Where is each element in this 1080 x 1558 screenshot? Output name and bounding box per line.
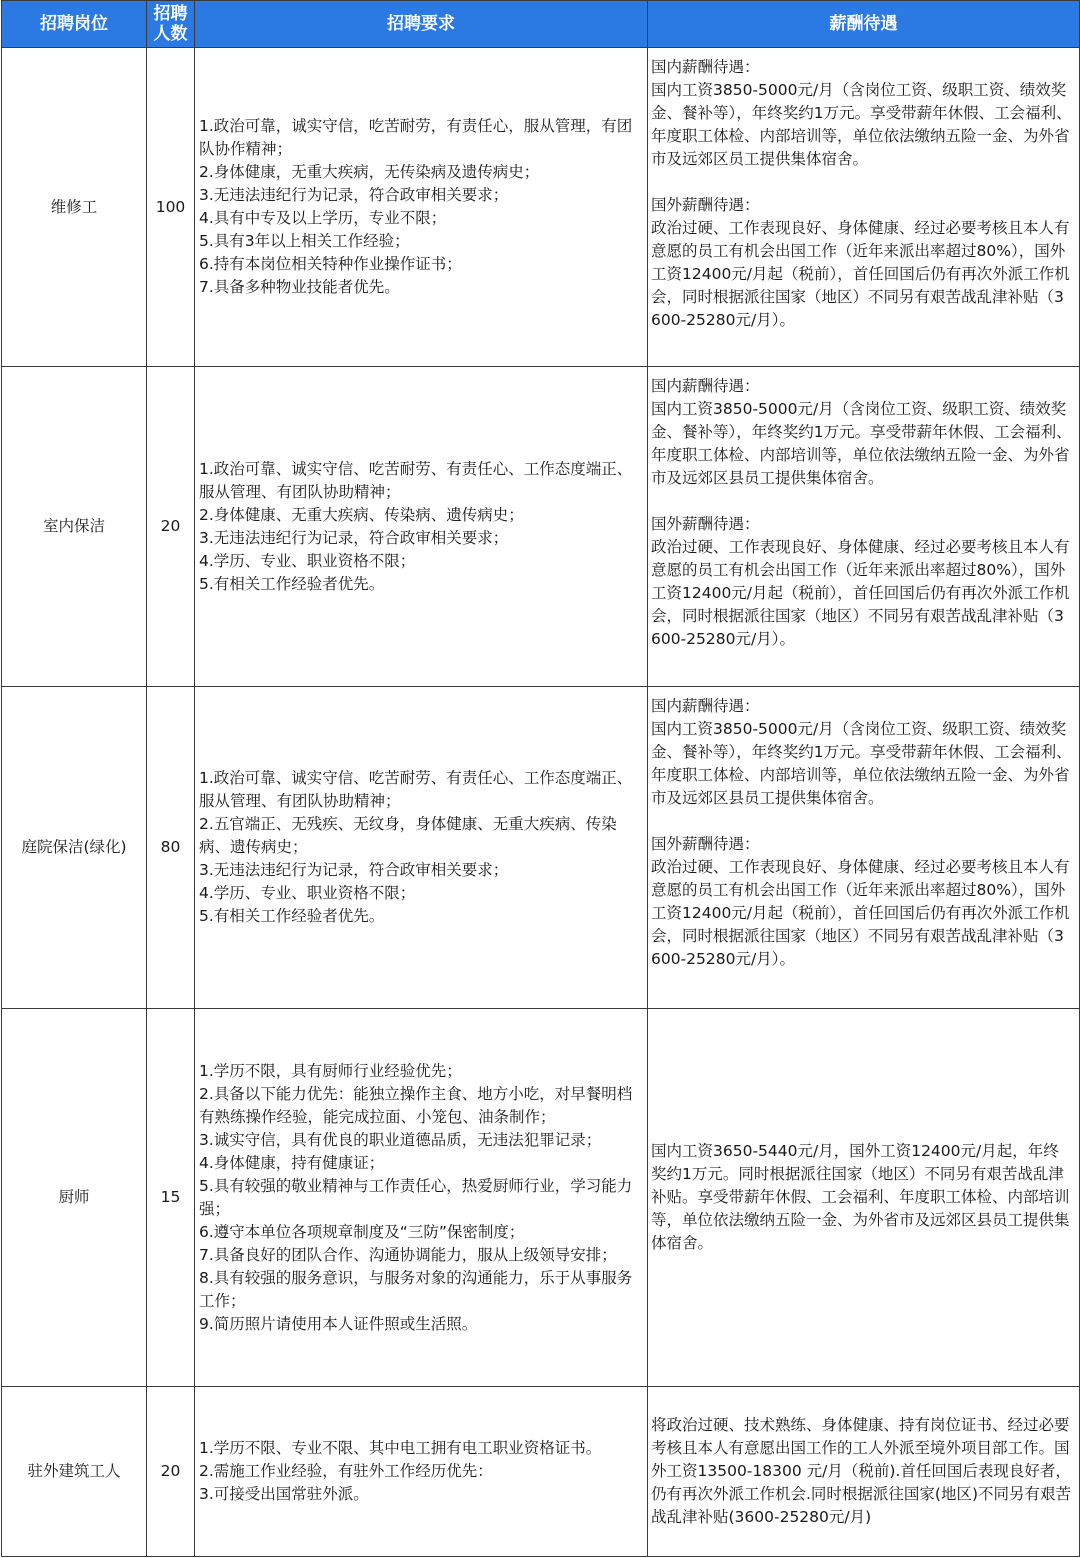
table-row bbox=[2, 1387, 1080, 1557]
domestic-salary-text: 国内工资3850-5000元/月（含岗位工资、级职工资、绩效奖金、餐补等），年终奖约1万元。享受带薪年休假、工会福利、年度职工体检、内部培训等，单位依法缴纳五险一金、为外省市及远郊区县员工提供集体宿舍。 bbox=[651, 400, 1072, 487]
salary-cell bbox=[648, 1009, 1080, 1387]
salary-spacer bbox=[651, 171, 1073, 194]
table-row bbox=[2, 1009, 1080, 1387]
salary-cell bbox=[648, 367, 1080, 687]
requirement-item: 3.可接受出国常驻外派。 bbox=[199, 1485, 369, 1503]
requirement-item: 9.简历照片请使用本人证件照或生活照。 bbox=[199, 1314, 478, 1333]
count-cell: 20 bbox=[147, 1387, 195, 1557]
header-count bbox=[147, 1, 195, 48]
requirements-cell bbox=[195, 1009, 648, 1387]
count-cell: 15 bbox=[147, 1009, 195, 1387]
salary-text: 将政治过硬、技术熟练、身体健康、持有岗位证书、经过必要考核且本人有意愿出国工作的工人外派至境外项目部工作。国外工资13500-18300 元/月（税前).首任回国后表现良好者，仍有再次外派工作机会.同时根据派往国家(地区)不同另有艰苦战乱津补贴(3600-25280元/月) bbox=[651, 1416, 1072, 1526]
count-cell: 100 bbox=[147, 48, 195, 367]
requirement-item: 4.身体健康，持有健康证； bbox=[199, 1153, 385, 1172]
header-position: 招聘岗位 bbox=[2, 1, 147, 48]
requirements-cell bbox=[195, 687, 648, 1009]
position-cell: 驻外建筑工人 bbox=[2, 1387, 147, 1557]
requirements-cell bbox=[195, 1387, 648, 1557]
requirement-item: 3.无违法违纪行为记录，符合政审相关要求； bbox=[199, 861, 509, 879]
requirement-item: 5.具有较强的敬业精神与工作责任心，热爱厨师行业，学习能力强； bbox=[199, 1176, 633, 1218]
overseas-salary-title: 国外薪酬待遇： bbox=[651, 515, 760, 533]
requirement-item: 2.需施工作业经验，有驻外工作经历优先： bbox=[199, 1462, 493, 1480]
position-cell: 厨师 bbox=[2, 1009, 147, 1387]
requirement-item: 7.具备多种物业技能者优先。 bbox=[199, 278, 400, 296]
requirement-item: 6.持有本岗位相关特种作业操作证书； bbox=[199, 255, 462, 273]
requirement-item: 4.具有中专及以上学历，专业不限； bbox=[199, 209, 447, 227]
header-count-line2: 人数 bbox=[153, 24, 188, 44]
requirement-item: 1.政治可靠、诚实守信、吃苦耐劳、有责任心、工作态度端正、服从管理、有团队协助精神； bbox=[199, 459, 633, 501]
requirement-item: 2.身体健康、无重大疾病、传染病、遗传病史； bbox=[199, 505, 524, 524]
position-cell: 室内保洁 bbox=[2, 367, 147, 687]
overseas-salary-text: 政治过硬、工作表现良好、身体健康、经过必要考核且本人有意愿的员工有机会出国工作（近年来派出率超过80%），国外工资12400元/月起（税前），首任回国后仍有再次外派工作机会，同时根据派往国家（地区）不同另有艰苦战乱津补贴（3600-25280元/月）。 bbox=[651, 538, 1070, 648]
overseas-salary-text: 政治过硬、工作表现良好、身体健康、经过必要考核且本人有意愿的员工有机会出国工作（近年来派出率超过80%），国外工资12400元/月起（税前），首任回国后仍有再次外派工作机会，同时根据派往国家（地区）不同另有艰苦战乱津补贴（3600-25280元/月）。 bbox=[651, 858, 1070, 968]
domestic-salary-title: 国内薪酬待遇： bbox=[651, 377, 760, 395]
position-cell: 维修工 bbox=[2, 48, 147, 367]
domestic-salary-text: 国内工资3850-5000元/月（含岗位工资、级职工资、绩效奖金、餐补等），年终奖约1万元。享受带薪年休假、工会福利、年度职工体检、内部培训等，单位依法缴纳五险一金、为外省市及远郊区县员工提供集体宿舍。 bbox=[651, 720, 1072, 807]
domestic-salary-text: 国内工资3850-5000元/月（含岗位工资、级职工资、绩效奖金、餐补等），年终奖约1万元。享受带薪年休假、工会福利、年度职工体检、内部培训等，单位依法缴纳五险一金、为外省市及远郊区员工提供集体宿舍。 bbox=[651, 81, 1072, 168]
header-row bbox=[2, 1, 1080, 48]
requirement-item: 1.政治可靠、诚实守信、吃苦耐劳、有责任心、工作态度端正、服从管理、有团队协助精神； bbox=[199, 769, 633, 810]
requirement-item: 5.有相关工作经验者优先。 bbox=[199, 907, 385, 925]
salary-spacer bbox=[651, 490, 1073, 513]
requirements-cell bbox=[195, 48, 648, 367]
requirement-item: 2.五官端正、无残疾、无纹身，身体健康、无重大疾病、传染病、遗传病史； bbox=[199, 815, 617, 856]
salary-spacer bbox=[651, 810, 1073, 833]
overseas-salary-title: 国外薪酬待遇： bbox=[651, 196, 760, 214]
requirement-item: 3.无违法违纪行为记录，符合政审相关要求； bbox=[199, 528, 509, 547]
requirement-item: 5.有相关工作经验者优先。 bbox=[199, 574, 385, 593]
salary-cell bbox=[648, 1387, 1080, 1557]
salary-cell bbox=[648, 687, 1080, 1009]
table-body bbox=[2, 48, 1080, 1557]
table-header bbox=[2, 1, 1080, 48]
requirement-item: 2.具备以下能力优先：能独立操作主食、地方小吃，对早餐明档有熟练操作经验，能完成拉面、小笼包、油条制作； bbox=[199, 1084, 633, 1126]
requirement-item: 8.具有较强的服务意识，与服务对象的沟通能力，乐于从事服务工作； bbox=[199, 1268, 633, 1310]
table-row bbox=[2, 48, 1080, 367]
domestic-salary-title: 国内薪酬待遇： bbox=[651, 697, 760, 715]
salary-cell bbox=[648, 48, 1080, 367]
requirements-cell bbox=[195, 367, 648, 687]
table-row bbox=[2, 367, 1080, 687]
requirement-item: 4.学历、专业、职业资格不限； bbox=[199, 551, 416, 570]
count-cell: 80 bbox=[147, 687, 195, 1009]
overseas-salary-text: 政治过硬、工作表现良好、身体健康、经过必要考核且本人有意愿的员工有机会出国工作（近年来派出率超过80%），国外工资12400元/月起（税前），首任回国后仍有再次外派工作机会，同时根据派往国家（地区）不同另有艰苦战乱津补贴（3600-25280元/月）。 bbox=[651, 219, 1070, 329]
requirement-item: 1.学历不限，具有厨师行业经验优先； bbox=[199, 1061, 462, 1080]
count-cell: 20 bbox=[147, 367, 195, 687]
header-count-line1: 招聘 bbox=[153, 4, 188, 24]
requirement-item: 1.政治可靠，诚实守信，吃苦耐劳，有责任心，服从管理，有团队协作精神； bbox=[199, 117, 633, 158]
header-requirements: 招聘要求 bbox=[195, 1, 648, 48]
domestic-salary-title: 国内薪酬待遇： bbox=[651, 58, 760, 76]
overseas-salary-title: 国外薪酬待遇： bbox=[651, 835, 760, 853]
requirement-item: 6.遵守本单位各项规章制度及“三防”保密制度； bbox=[199, 1222, 525, 1241]
table-row bbox=[2, 687, 1080, 1009]
requirement-item: 1.学历不限、专业不限、其中电工拥有电工职业资格证书。 bbox=[199, 1439, 602, 1457]
requirement-item: 3.诚实守信，具有优良的职业道德品质，无违法犯罪记录； bbox=[199, 1130, 602, 1149]
position-cell: 庭院保洁(绿化) bbox=[2, 687, 147, 1009]
requirement-item: 3.无违法违纪行为记录，符合政审相关要求； bbox=[199, 186, 509, 204]
recruitment-table bbox=[1, 0, 1080, 1557]
requirement-item: 7.具备良好的团队合作、沟通协调能力，服从上级领导安排； bbox=[199, 1245, 617, 1264]
salary-text: 国内工资3650-5440元/月，国外工资12400元/月起，年终奖约1万元。同时根据派往国家（地区）不同另有艰苦战乱津补贴。享受带薪年休假、工会福利、年度职工体检、内部培训等，单位依法缴纳五险一金、为外省市及远郊区县员工提供集体宿舍。 bbox=[651, 1142, 1070, 1252]
requirement-item: 2.身体健康，无重大疾病，无传染病及遗传病史； bbox=[199, 163, 540, 181]
requirement-item: 4.学历、专业、职业资格不限； bbox=[199, 884, 416, 902]
header-salary: 薪酬待遇 bbox=[648, 1, 1080, 48]
requirement-item: 5.具有3年以上相关工作经验； bbox=[199, 232, 410, 250]
